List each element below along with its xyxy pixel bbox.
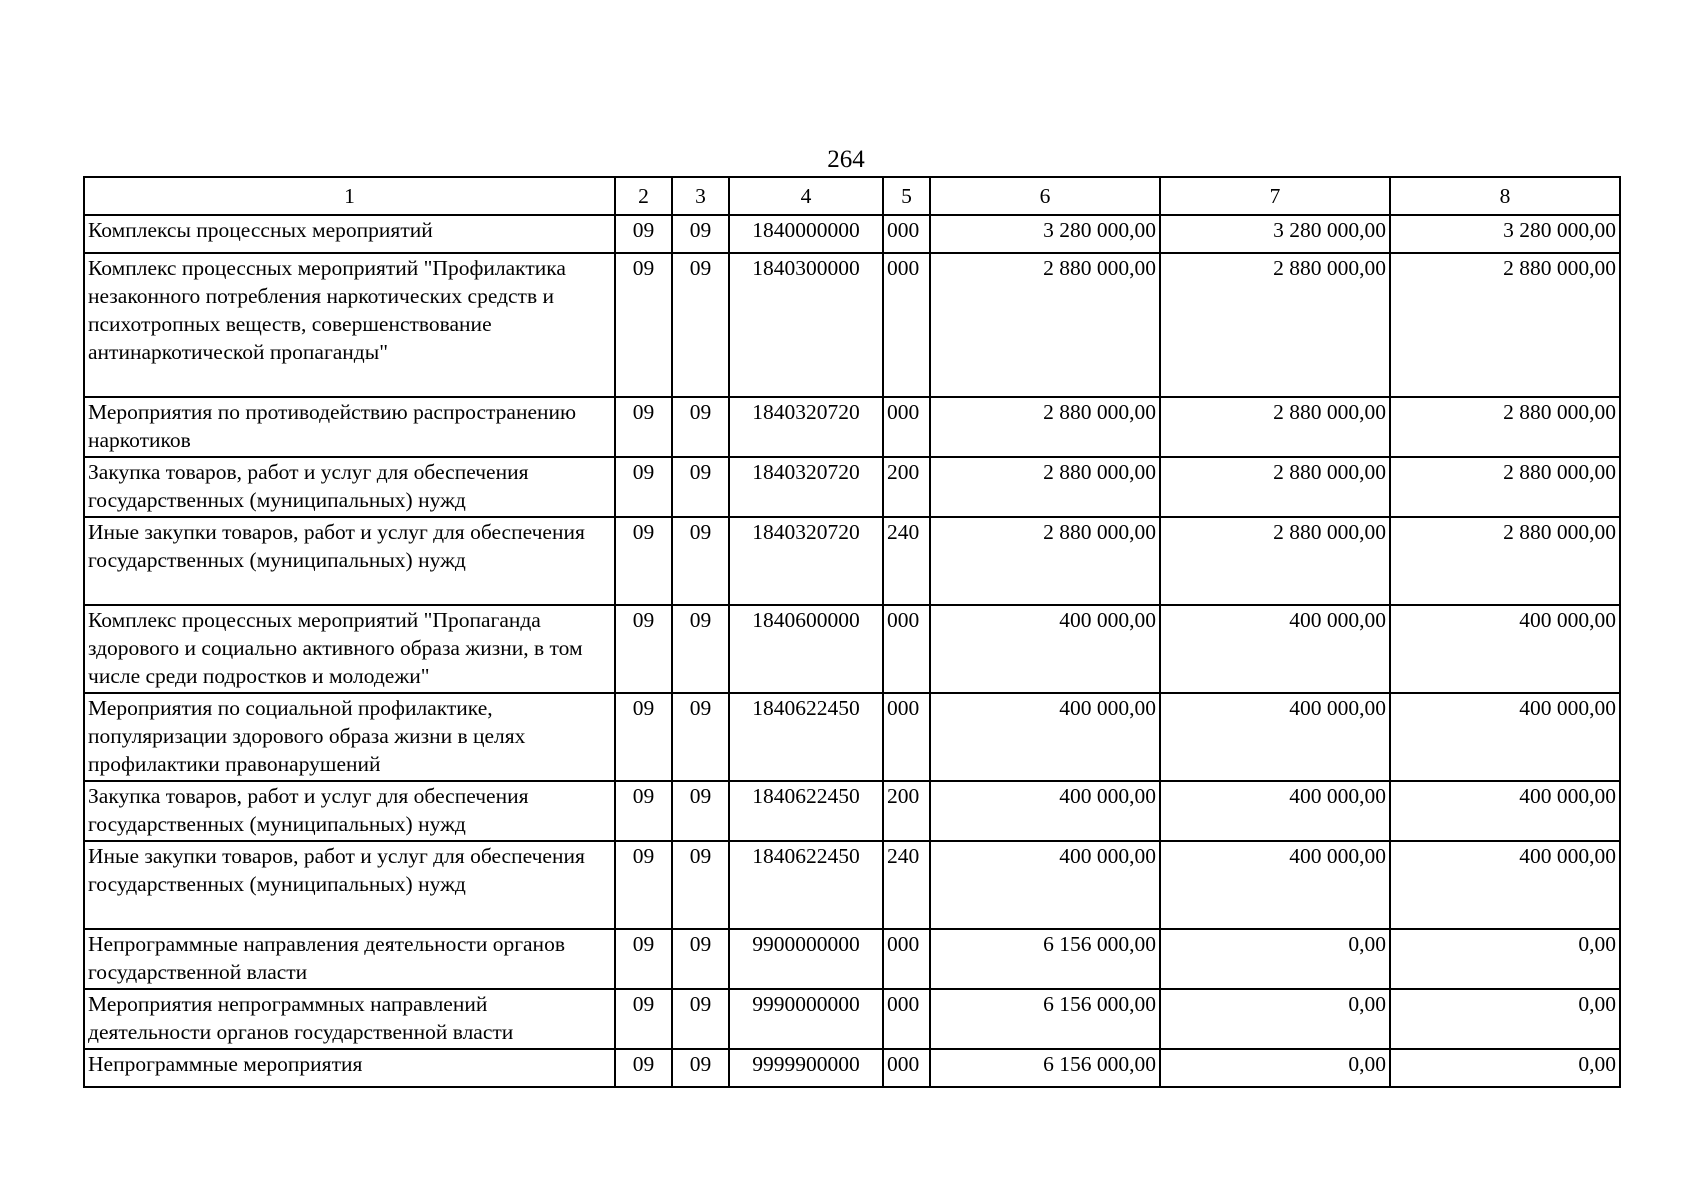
- row-amount-6: 2 880 000,00: [930, 457, 1160, 517]
- row-expense-type: 000: [883, 929, 930, 989]
- row-amount-7: 0,00: [1160, 1049, 1390, 1087]
- header-col-2: 2: [615, 177, 672, 215]
- row-expense-type: 000: [883, 215, 930, 253]
- row-target-code: 9999900000: [729, 1049, 883, 1087]
- row-amount-8: 2 880 000,00: [1390, 253, 1620, 397]
- page-number: [0, 145, 1698, 175]
- row-amount-8: 400 000,00: [1390, 605, 1620, 693]
- row-section: 09: [615, 693, 672, 781]
- row-subsection: 09: [672, 457, 729, 517]
- row-expense-type: 240: [883, 841, 930, 929]
- page-number-text: 264: [827, 146, 865, 173]
- row-amount-6: 400 000,00: [930, 693, 1160, 781]
- row-name: Мероприятия непрограммных направлений деятельности органов государственной власти: [84, 989, 615, 1049]
- row-amount-6: 6 156 000,00: [930, 929, 1160, 989]
- row-amount-6: 6 156 000,00: [930, 989, 1160, 1049]
- row-amount-6: 400 000,00: [930, 605, 1160, 693]
- row-section: 09: [615, 929, 672, 989]
- row-amount-8: 2 880 000,00: [1390, 397, 1620, 457]
- row-amount-8: 2 880 000,00: [1390, 517, 1620, 605]
- row-amount-7: 3 280 000,00: [1160, 215, 1390, 253]
- row-subsection: 09: [672, 781, 729, 841]
- row-amount-7: 2 880 000,00: [1160, 253, 1390, 397]
- row-section: 09: [615, 397, 672, 457]
- header-col-1: 1: [84, 177, 615, 215]
- row-name: Закупка товаров, работ и услуг для обеспечения государственных (муниципальных) нужд: [84, 781, 615, 841]
- row-name: Комплекс процессных мероприятий "Профилактика незаконного потребления наркотических средств и психотропных веществ, совершенствование антинаркотической пропаганды": [84, 253, 615, 397]
- row-expense-type: 000: [883, 989, 930, 1049]
- row-expense-type: 000: [883, 1049, 930, 1087]
- table-row: [84, 215, 1620, 253]
- row-amount-7: 2 880 000,00: [1160, 457, 1390, 517]
- row-section: 09: [615, 253, 672, 397]
- row-name: Комплекс процессных мероприятий "Пропаганда здорового и социально активного образа жизни, в том числе среди подростков и молодежи": [84, 605, 615, 693]
- table-row: [84, 605, 1620, 693]
- row-amount-7: 2 880 000,00: [1160, 517, 1390, 605]
- row-target-code: 9900000000: [729, 929, 883, 989]
- table-row: [84, 457, 1620, 517]
- row-target-code: 1840000000: [729, 215, 883, 253]
- row-section: 09: [615, 989, 672, 1049]
- row-target-code: 9990000000: [729, 989, 883, 1049]
- row-target-code: 1840320720: [729, 517, 883, 605]
- row-amount-7: 400 000,00: [1160, 605, 1390, 693]
- row-target-code: 1840622450: [729, 841, 883, 929]
- header-row: [84, 177, 1620, 215]
- row-amount-8: 0,00: [1390, 929, 1620, 989]
- row-amount-6: 2 880 000,00: [930, 397, 1160, 457]
- row-amount-8: 400 000,00: [1390, 781, 1620, 841]
- table-row: [84, 693, 1620, 781]
- table-row: [84, 841, 1620, 929]
- header-col-7: 7: [1160, 177, 1390, 215]
- row-amount-8: 0,00: [1390, 1049, 1620, 1087]
- row-name: Иные закупки товаров, работ и услуг для обеспечения государственных (муниципальных) нужд: [84, 517, 615, 605]
- row-subsection: 09: [672, 253, 729, 397]
- row-section: 09: [615, 781, 672, 841]
- row-name: Комплексы процессных мероприятий: [84, 215, 615, 253]
- row-expense-type: 200: [883, 457, 930, 517]
- table-row: [84, 253, 1620, 397]
- row-amount-7: 400 000,00: [1160, 781, 1390, 841]
- row-target-code: 1840600000: [729, 605, 883, 693]
- row-amount-8: 2 880 000,00: [1390, 457, 1620, 517]
- row-subsection: 09: [672, 397, 729, 457]
- row-expense-type: 200: [883, 781, 930, 841]
- row-section: 09: [615, 215, 672, 253]
- table-row: [84, 929, 1620, 989]
- row-amount-8: 400 000,00: [1390, 841, 1620, 929]
- row-expense-type: 000: [883, 693, 930, 781]
- row-section: 09: [615, 1049, 672, 1087]
- table-row: [84, 989, 1620, 1049]
- row-subsection: 09: [672, 693, 729, 781]
- row-target-code: 1840622450: [729, 781, 883, 841]
- row-name: Мероприятия по социальной профилактике, популяризации здорового образа жизни в целях профилактики правонарушений: [84, 693, 615, 781]
- row-section: 09: [615, 841, 672, 929]
- row-amount-7: 2 880 000,00: [1160, 397, 1390, 457]
- row-name: Закупка товаров, работ и услуг для обеспечения государственных (муниципальных) нужд: [84, 457, 615, 517]
- row-subsection: 09: [672, 605, 729, 693]
- header-col-5: 5: [883, 177, 930, 215]
- row-section: 09: [615, 605, 672, 693]
- row-amount-6: 400 000,00: [930, 781, 1160, 841]
- budget-table: [83, 176, 1621, 1088]
- row-amount-6: 2 880 000,00: [930, 517, 1160, 605]
- row-subsection: 09: [672, 1049, 729, 1087]
- table-row: [84, 517, 1620, 605]
- row-target-code: 1840300000: [729, 253, 883, 397]
- row-amount-7: 0,00: [1160, 929, 1390, 989]
- row-amount-6: 2 880 000,00: [930, 253, 1160, 397]
- row-name: Непрограммные мероприятия: [84, 1049, 615, 1087]
- row-amount-8: 0,00: [1390, 989, 1620, 1049]
- row-expense-type: 240: [883, 517, 930, 605]
- row-expense-type: 000: [883, 605, 930, 693]
- row-subsection: 09: [672, 215, 729, 253]
- row-name: Мероприятия по противодействию распространению наркотиков: [84, 397, 615, 457]
- row-amount-6: 400 000,00: [930, 841, 1160, 929]
- row-section: 09: [615, 517, 672, 605]
- row-amount-6: 6 156 000,00: [930, 1049, 1160, 1087]
- header-col-3: 3: [672, 177, 729, 215]
- table-row: [84, 397, 1620, 457]
- row-target-code: 1840320720: [729, 457, 883, 517]
- row-expense-type: 000: [883, 397, 930, 457]
- row-amount-7: 0,00: [1160, 989, 1390, 1049]
- row-subsection: 09: [672, 517, 729, 605]
- header-col-8: 8: [1390, 177, 1620, 215]
- row-name: Иные закупки товаров, работ и услуг для обеспечения государственных (муниципальных) нужд: [84, 841, 615, 929]
- row-section: 09: [615, 457, 672, 517]
- row-amount-8: 3 280 000,00: [1390, 215, 1620, 253]
- row-subsection: 09: [672, 929, 729, 989]
- row-amount-6: 3 280 000,00: [930, 215, 1160, 253]
- row-amount-7: 400 000,00: [1160, 841, 1390, 929]
- header-col-6: 6: [930, 177, 1160, 215]
- row-amount-8: 400 000,00: [1390, 693, 1620, 781]
- table-row: [84, 1049, 1620, 1087]
- row-target-code: 1840320720: [729, 397, 883, 457]
- row-expense-type: 000: [883, 253, 930, 397]
- table-row: [84, 781, 1620, 841]
- row-name: Непрограммные направления деятельности органов государственной власти: [84, 929, 615, 989]
- row-subsection: 09: [672, 841, 729, 929]
- row-subsection: 09: [672, 989, 729, 1049]
- header-col-4: 4: [729, 177, 883, 215]
- row-amount-7: 400 000,00: [1160, 693, 1390, 781]
- row-target-code: 1840622450: [729, 693, 883, 781]
